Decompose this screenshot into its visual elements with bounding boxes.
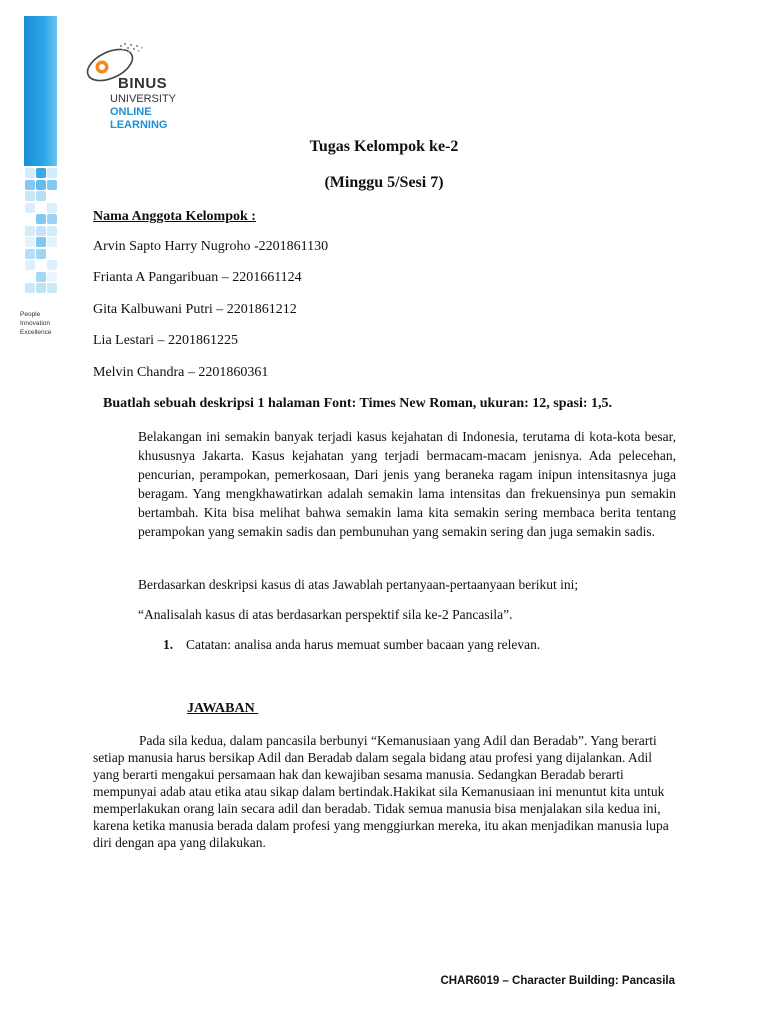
answer-heading: JAWABAN [187,701,259,716]
mosaic-tile [36,283,46,293]
binus-logo [80,35,210,135]
mosaic-tile [47,283,57,293]
mosaic-tile [47,272,57,282]
answer-paragraph [93,732,673,851]
case-description: Belakangan ini semakin banyak terjadi kasus kejahatan di Indonesia, terutama di kota-kota besar, khususnya Jakarta. Kasus kejahatan yang terjadi bermacam-macam jenisnya. Ada pelecehan, pencurian, perampokan, pemerkosaan, Dari jenis yang beraneka ragam inipun intensitasnya juga beragam. Yang mengkhawatirkan adalah semakin lama intensitas dan frekuensinya pun semakin bertambah. Kita bisa melihat bahwa semakin lama kita semakin sering membaca berita tentang perampokan yang semakin sadis dan pembunuhan yang semakin sering dan juga semakin sadis. [138,429,676,539]
mosaic-tile [47,203,57,213]
member-item: Gita Kalbuwani Putri – 2201861212 [93,302,297,317]
mosaic-tile [47,214,57,224]
mosaic-tile [36,226,46,236]
document-title: Tugas Kelompok ke-2 [309,138,459,155]
tagline-excellence: Excellence [20,329,52,336]
member-item: Frianta A Pangaribuan – 2201661124 [93,270,302,285]
page-footer: CHAR6019 – Character Building: Pancasila [440,975,675,987]
mosaic-tile [36,237,46,247]
mosaic-tile [25,203,35,213]
logo-online-text: ONLINE [110,106,152,118]
member-item: Melvin Chandra – 2201860361 [93,365,269,380]
question-intro: Berdasarkan deskripsi kasus di atas Jawablah pertanyaan-pertaanyaan berikut ini; [138,577,579,592]
logo-brand-text: BINUS [118,75,168,92]
mosaic-tile [36,191,46,201]
mosaic-tile [36,249,46,259]
tagline-people: People [20,311,41,318]
tagline [20,310,51,337]
mosaic-tile [25,226,35,236]
member-item: Arvin Sapto Harry Nugroho -2201861130 [93,239,329,254]
logo-learning-text: LEARNING [110,119,168,131]
answer-text: Pada sila kedua, dalam pancasila berbunyi “Kemanusiaan yang Adil dan Beradab”. Yang berarti setiap manusia harus bersikap Adil dan Beradab dalam segala bidang atau profesi yang dijalankan. Adil yang berarti mengakui persamaan hak dan kewajiban sesama manusia. Sedangkan Beradab berarti mempunyai adab atau etika atau sikap dalam bertindak.Hakikat sila Kemanusiaan ini menuntut kita untuk memperlakukan orang lain secara adil dan beradab. Tidak semua manusia bisa menjalakan sila kedua ini, karena ketika manusia berada dalam profesi yang menggiurkan mereka, itu akan menjadikan manusia lupa diri dengan apa yang dilakukan. [93,733,669,850]
note-item [163,637,540,653]
mosaic-tile [25,237,35,247]
member-item: Lia Lestari – 2201861225 [93,333,239,348]
mosaic-tile [36,272,46,282]
tagline-innovation: Innovation [20,320,50,327]
mosaic-tile [25,191,35,201]
mosaic-tile [36,214,46,224]
mosaic-tile [25,283,35,293]
mosaic-tile [25,249,35,259]
note-number: 1. [163,637,174,652]
assignment-instruction: Buatlah sebuah deskripsi 1 halaman Font: Times New Roman, ukuran: 12, spasi: 1,5. [103,396,613,411]
note-text: Catatan: analisa anda harus memuat sumber bacaan yang relevan. [186,637,541,652]
logo-university-text: UNIVERSITY [110,93,177,105]
document-subtitle: (Minggu 5/Sesi 7) [324,174,444,191]
mosaic-tile [47,226,57,236]
mosaic-tile [47,260,57,270]
members-heading: Nama Anggota Kelompok : [93,209,256,224]
question-text: “Analisalah kasus di atas berdasarkan perspektif sila ke-2 Pancasila”. [138,607,513,622]
mosaic-tile [25,260,35,270]
mosaic-tile [47,237,57,247]
